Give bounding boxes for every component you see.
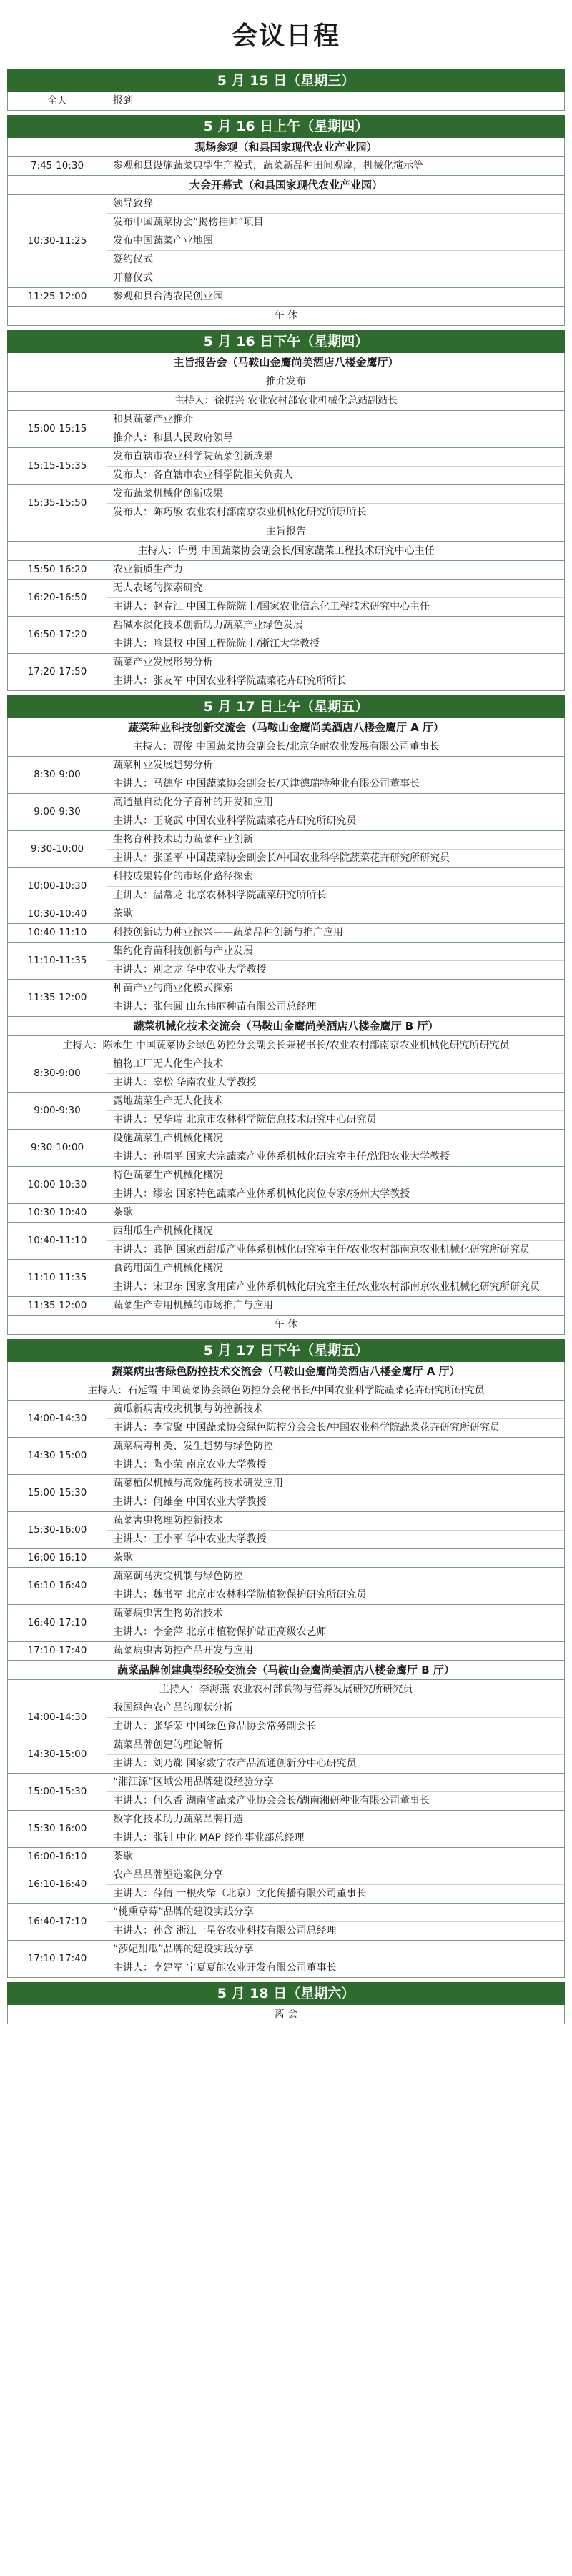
time-cell: 9:00-9:30 (8, 1093, 107, 1129)
agenda-content (107, 195, 564, 287)
schedule-row (7, 195, 565, 288)
time-cell: 14:00-14:30 (8, 1401, 107, 1437)
session-title: 蔬菜种业科技创新交流会（马鞍山金鹰尚美酒店八楼金鹰厅 A 厅） (7, 718, 565, 737)
agenda-item: 主讲人：李建军 宁夏夏能农业开发有限公司董事长 (113, 1962, 337, 1974)
agenda-item: 蔬菜品牌创建的理论解析 (107, 1736, 564, 1755)
agenda-item: 茶歇 (113, 908, 133, 920)
time-cell: 16:00-16:10 (8, 1549, 107, 1567)
agenda-content (107, 924, 564, 942)
agenda-item: 推介人：和县人民政府领导 (113, 432, 233, 444)
agenda-item: 主讲人：孙周平 国家大宗蔬菜产业体系机械化研究室主任/沈阳农业大学教授 (113, 1151, 450, 1163)
agenda-item: 发布人：各直辖市农业科学院相关负责人 (113, 469, 293, 481)
agenda-item: 主讲人：张友军 中国农业科学院蔬菜花卉研究所所长 (113, 675, 347, 687)
agenda-item: 盐碱水淡化技术创新助力蔬菜产业绿色发展 (107, 617, 564, 635)
agenda-item: 主讲人：龚艳 国家西甜瓜产业体系机械化研究室主任/农业农村部南京农业机械化研究所研究员 (113, 1244, 531, 1255)
agenda-item: 食药用菌生产机械化概况 (107, 1260, 564, 1278)
agenda-item: 主讲人：张钊 中化 MAP 经作事业部总经理 (113, 1832, 305, 1844)
subsession-title: 推介发布 (7, 372, 565, 392)
time-cell: 14:30-15:00 (8, 1438, 107, 1474)
schedule-row (7, 980, 565, 1017)
report-rows (7, 561, 565, 691)
agenda-item: 主讲人：王晓武 中国农业科学院蔬菜花卉研究所研究员 (113, 815, 357, 827)
agenda-item: 发布人：陈巧敏 农业农村部南京农业机械化研究所原所长 (113, 507, 367, 518)
agenda-item: 报到 (113, 95, 133, 106)
schedule-row (7, 1605, 565, 1642)
pest-rows (7, 1401, 565, 1661)
time-cell: 15:00-15:30 (8, 1475, 107, 1511)
time-cell: 15:00-15:15 (8, 411, 107, 447)
agenda-content (107, 1811, 564, 1847)
schedule-row (7, 617, 565, 654)
agenda-content (107, 905, 564, 923)
lunch-break: 午 休 (7, 307, 565, 326)
schedule-row (7, 757, 565, 794)
agenda-item: 主讲人：吴华瑞 北京市农林科学院信息技术研究中心研究员 (113, 1114, 377, 1125)
time-cell: 10:30-10:40 (8, 905, 107, 923)
agenda-item: 主讲人：马德华 中国蔬菜协会副会长/天津德瑞特种业有限公司董事长 (113, 778, 420, 790)
agenda-content (107, 1055, 564, 1092)
agenda-item: 主讲人：魏书军 北京市农林科学院植物保护研究所研究员 (113, 1589, 367, 1601)
agenda-item: 蔬菜蓟马灾变机制与绿色防控 (107, 1568, 564, 1586)
time-cell: 16:20-16:50 (8, 580, 107, 616)
agenda-item: “湘江源”区域公用品牌建设经验分享 (107, 1774, 564, 1792)
agenda-item: 科技创新助力种业振兴——蔬菜品种创新与推广应用 (113, 927, 343, 938)
agenda-content (107, 1568, 564, 1604)
schedule-row (7, 905, 565, 924)
agenda-item: “桃熏草莓”品牌的建设实践分享 (107, 1904, 564, 1922)
schedule-row (7, 1866, 565, 1904)
schedule-row (7, 1736, 565, 1774)
agenda-content (107, 1866, 564, 1903)
agenda-item: 主讲人：温常龙 北京农林科学院蔬菜研究所所长 (113, 890, 327, 901)
agenda-item: 蔬菜种业发展趋势分析 (107, 757, 564, 775)
session-title: 蔬菜病虫害绿色防控技术交流会（马鞍山金鹰尚美酒店八楼金鹰厅 A 厅） (7, 1362, 565, 1381)
agenda-item: 我国绿色农产品的现状分析 (107, 1699, 564, 1718)
time-cell: 14:30-15:00 (8, 1736, 107, 1773)
release-rows (7, 411, 565, 522)
agenda-content (107, 980, 564, 1016)
agenda-content (107, 288, 564, 306)
agenda-content (107, 1549, 564, 1567)
agenda-content (107, 617, 564, 653)
agenda-item: 发布蔬菜机械化创新成果 (107, 485, 564, 504)
agenda-item: 蔬菜害虫物理防控新技术 (107, 1512, 564, 1531)
agenda-item: 主讲人：何久香 湖南省蔬菜产业协会会长/湖南湘研种业有限公司董事长 (113, 1795, 430, 1806)
time-cell: 全天 (8, 92, 107, 110)
schedule-row (7, 1904, 565, 1941)
agenda-item: 设施蔬菜生产机械化概况 (107, 1130, 564, 1148)
agenda-item: 主讲人：李宝聚 中国蔬菜协会绿色防控分会会长/中国农业科学院蔬菜花卉研究所研究员 (113, 1422, 500, 1433)
day-header-may16-am: 5 月 16 日上午（星期四） (7, 115, 565, 138)
session-host: 主持人：李海燕 农业农村部食物与营养发展研究所研究员 (7, 1680, 565, 1699)
agenda-content (107, 1401, 564, 1437)
agenda-item: 主讲人：何雄奎 中国农业大学教授 (113, 1496, 267, 1508)
agenda-item: 主讲人：薛倩 一根火柴（北京）文化传播有限公司董事长 (113, 1888, 367, 1899)
agenda-content (107, 1297, 564, 1315)
agenda-item: 主讲人：赵春江 中国工程院院士/国家农业信息化工程技术研究中心主任 (113, 601, 430, 612)
agenda-content (107, 794, 564, 830)
schedule-row (7, 1512, 565, 1549)
schedule-row (7, 868, 565, 905)
agenda-item: 主讲人：王小平 华中农业大学教授 (113, 1533, 267, 1545)
schedule-row (7, 943, 565, 980)
session-host: 主持人：陈永生 中国蔬菜协会绿色防控分会副会长兼秘书长/农业农村部南京农业机械化研究所研究员 (7, 1036, 565, 1055)
agenda-content (107, 1848, 564, 1866)
opening-rows (7, 195, 565, 307)
day-header-may17-pm: 5 月 17 日下午（星期五） (7, 1339, 565, 1362)
time-cell: 16:40-17:10 (8, 1605, 107, 1641)
schedule-row (7, 561, 565, 580)
agenda-content (107, 1605, 564, 1641)
agenda-item: 蔬菜植保机械与高效施药技术研发应用 (107, 1475, 564, 1493)
agenda-item: 主讲人：别之龙 华中农业大学教授 (113, 964, 267, 975)
agenda-item: 茶歇 (113, 1207, 133, 1218)
time-cell: 10:40-11:10 (8, 1223, 107, 1259)
agenda-item: 主讲人：喻景权 中国工程院院士/浙江大学教授 (113, 638, 320, 650)
agenda-item: 发布中国蔬菜产业地图 (107, 232, 564, 251)
time-cell: 14:00-14:30 (8, 1699, 107, 1736)
agenda-content (107, 1736, 564, 1773)
agenda-content (107, 1475, 564, 1511)
session-host: 主持人：许勇 中国蔬菜协会副会长/国家蔬菜工程技术研究中心主任 (7, 542, 565, 561)
agenda-item: 主讲人：孙含 浙江一星谷农业科技有限公司总经理 (113, 1925, 337, 1936)
schedule-row (7, 157, 565, 176)
day-header-may16-pm: 5 月 16 日下午（星期四） (7, 330, 565, 353)
schedule-row (7, 1699, 565, 1736)
agenda-content (107, 1260, 564, 1296)
day-header-may18: 5 月 18 日（星期六） (7, 1982, 565, 2005)
time-cell: 10:00-10:30 (8, 868, 107, 905)
schedule-row (7, 1941, 565, 1978)
time-cell: 17:10-17:40 (8, 1642, 107, 1660)
schedule-row (7, 1475, 565, 1512)
agenda-item: 农业新质生产力 (113, 564, 183, 575)
schedule-row (7, 1438, 565, 1475)
agenda-content (107, 1774, 564, 1810)
time-cell: 17:20-17:50 (8, 654, 107, 690)
time-cell: 8:30-9:00 (8, 757, 107, 793)
time-cell: 16:00-16:10 (8, 1848, 107, 1866)
agenda-item: 主讲人：李金萍 北京市植物保护站正高级农艺师 (113, 1626, 327, 1638)
session-title: 大会开幕式（和县国家现代农业产业园） (7, 176, 565, 195)
agenda-content (107, 580, 564, 616)
time-cell: 15:50-16:20 (8, 561, 107, 579)
agenda-content (107, 1642, 564, 1660)
agenda-content (107, 831, 564, 867)
schedule-row (7, 794, 565, 831)
schedule-row (7, 92, 565, 111)
agenda-item: 主讲人：缪宏 国家特色蔬菜产业体系机械化岗位专家/扬州大学教授 (113, 1188, 410, 1200)
agenda-item: 领导致辞 (107, 195, 564, 214)
time-cell: 15:30-16:00 (8, 1512, 107, 1548)
session-title: 蔬菜品牌创建典型经验交流会（马鞍山金鹰尚美酒店八楼金鹰厅 B 厅） (7, 1661, 565, 1680)
agenda-item: 参观和县台湾农民创业园 (113, 291, 223, 302)
time-cell: 8:30-9:00 (8, 1055, 107, 1092)
schedule-row (7, 288, 565, 307)
session-host: 主持人：石延霞 中国蔬菜协会绿色防控分会秘书长/中国农业科学院蔬菜花卉研究所研究员 (7, 1381, 565, 1401)
agenda-content (107, 157, 564, 175)
schedule-row (7, 1167, 565, 1204)
agenda-content (107, 561, 564, 579)
agenda-content (107, 943, 564, 979)
agenda-item: 发布中国蔬菜协会“揭榜挂帅”项目 (107, 214, 564, 232)
time-cell: 11:10-11:35 (8, 943, 107, 979)
agenda-item: 生物育种技术助力蔬菜种业创新 (107, 831, 564, 850)
time-cell: 11:35-12:00 (8, 1297, 107, 1315)
agenda-item: 主讲人：宋卫东 国家食用菌产业体系机械化研究室主任/农业农村部南京农业机械化研究所研究员 (113, 1281, 541, 1293)
time-cell: 10:40-11:10 (8, 924, 107, 942)
session-title: 蔬菜机械化技术交流会（马鞍山金鹰尚美酒店八楼金鹰厅 B 厅） (7, 1017, 565, 1036)
time-cell: 16:50-17:20 (8, 617, 107, 653)
agenda-content (107, 1512, 564, 1548)
schedule-row (7, 1568, 565, 1605)
agenda-item: 主讲人：刘乃郗 国家数字农产品流通创新分中心研究员 (113, 1758, 357, 1769)
schedule-row (7, 654, 565, 691)
agenda-item: 农产品品牌塑造案例分享 (107, 1866, 564, 1885)
time-cell: 10:30-10:40 (8, 1204, 107, 1222)
agenda-content (107, 1167, 564, 1203)
time-cell: 10:00-10:30 (8, 1167, 107, 1203)
agenda-item: 西甜瓜生产机械化概况 (107, 1223, 564, 1241)
time-cell: 11:10-11:35 (8, 1260, 107, 1296)
time-cell: 10:30-11:25 (8, 195, 107, 287)
agenda-item: 种苗产业的商业化模式探索 (107, 980, 564, 998)
agenda-item: 特色蔬菜生产机械化概况 (107, 1167, 564, 1185)
agenda-content (107, 1130, 564, 1166)
agenda-item: 参观和县设施蔬菜典型生产模式，蔬菜新品种田间观摩，机械化演示等 (113, 160, 423, 171)
agenda-content (107, 1699, 564, 1736)
agenda-item: 主讲人：张圣平 中国蔬菜协会副会长/中国农业科学院蔬菜花卉研究所研究员 (113, 852, 450, 864)
agenda-item: 高通量自动化分子育种的开发和应用 (107, 794, 564, 812)
time-cell: 16:10-16:40 (8, 1568, 107, 1604)
agenda-item: 茶歇 (113, 1851, 133, 1862)
schedule-row (7, 448, 565, 485)
schedule-row (7, 1223, 565, 1260)
agenda-item: 植物工厂无人化生产技术 (107, 1055, 564, 1074)
page-title: 会议日程 (231, 21, 340, 51)
session-title: 主旨报告会（马鞍山金鹰尚美酒店八楼金鹰厅） (7, 353, 565, 372)
agenda-item: 集约化育苗科技创新与产业发展 (107, 943, 564, 961)
schedule-row (7, 1093, 565, 1130)
time-cell: 16:10-16:40 (8, 1866, 107, 1903)
agenda-item: 露地蔬菜生产无人化技术 (107, 1093, 564, 1111)
time-cell: 17:10-17:40 (8, 1941, 107, 1977)
session-host: 主持人：徐振兴 农业农村部农业机械化总站副站长 (7, 392, 565, 411)
time-cell: 9:30-10:00 (8, 1130, 107, 1166)
time-cell: 15:30-16:00 (8, 1811, 107, 1847)
agenda-item: 无人农场的探索研究 (107, 580, 564, 598)
schedule-row (7, 1297, 565, 1316)
agenda-item: 数字化技术助力蔬菜品牌打造 (107, 1811, 564, 1829)
time-cell: 11:25-12:00 (8, 288, 107, 306)
agenda-item: 开幕仪式 (113, 272, 153, 284)
schedule-row (7, 580, 565, 617)
agenda-item: 蔬菜病毒种类、发生趋势与绿色防控 (107, 1438, 564, 1456)
agenda-item: 蔬菜生产专用机械的市场推广与应用 (113, 1300, 273, 1311)
time-cell: 9:30-10:00 (8, 831, 107, 867)
agenda-content (107, 485, 564, 522)
seed-rows (7, 757, 565, 1017)
schedule-row (7, 411, 565, 448)
schedule-row (7, 1055, 565, 1093)
agenda-content (107, 757, 564, 793)
time-cell: 15:15-15:35 (8, 448, 107, 484)
schedule-row (7, 1549, 565, 1568)
session-host: 主持人：贾俊 中国蔬菜协会副会长/北京华耐农业发展有限公司董事长 (7, 737, 565, 757)
agenda-item: 茶歇 (113, 1552, 133, 1563)
agenda-content (107, 1093, 564, 1129)
schedule-row (7, 1642, 565, 1661)
schedule-row (7, 1260, 565, 1297)
departure: 离 会 (7, 2005, 565, 2024)
schedule-row (7, 1130, 565, 1167)
agenda-content (107, 1904, 564, 1940)
lunch-break: 午 休 (7, 1316, 565, 1335)
agenda-item: 蔬菜病虫害生物防治技术 (107, 1605, 564, 1623)
agenda-item: 主讲人：张华荣 中国绿色食品协会常务副会长 (113, 1721, 317, 1732)
time-cell: 16:40-17:10 (8, 1904, 107, 1940)
schedule-row (7, 831, 565, 868)
brand-rows (7, 1699, 565, 1978)
agenda-content (107, 1223, 564, 1259)
schedule-row (7, 1401, 565, 1438)
agenda-item: 发布直辖市农业科学院蔬菜创新成果 (107, 448, 564, 467)
agenda-item: 蔬菜病虫害防控产品开发与应用 (113, 1645, 253, 1656)
time-cell: 15:00-15:30 (8, 1774, 107, 1810)
agenda-content (107, 1204, 564, 1222)
subsession-title: 主旨报告 (7, 522, 565, 542)
agenda-content (107, 411, 564, 447)
agenda-item: 主讲人：陶小荣 南京农业大学教授 (113, 1459, 267, 1471)
day-header-may15: 5 月 15 日（星期三） (7, 69, 565, 92)
agenda-item: 主讲人：张伟圆 山东伟丽种苗有限公司总经理 (113, 1001, 317, 1013)
mech-rows (7, 1055, 565, 1316)
time-cell: 9:00-9:30 (8, 794, 107, 830)
agenda-item: 蔬菜产业发展形势分析 (107, 654, 564, 672)
schedule-row (7, 1848, 565, 1866)
agenda-item: 签约仪式 (107, 251, 564, 269)
agenda-item: 和县蔬菜产业推介 (107, 411, 564, 429)
time-cell: 7:45-10:30 (8, 157, 107, 175)
schedule-row (7, 924, 565, 943)
agenda-item: 主讲人：辜松 华南农业大学教授 (113, 1077, 257, 1088)
time-cell: 11:35-12:00 (8, 980, 107, 1016)
agenda-content (107, 448, 564, 484)
schedule-row (7, 1811, 565, 1848)
agenda-content (107, 1941, 564, 1977)
session-title: 现场参观（和县国家现代农业产业园） (7, 138, 565, 157)
agenda-content (107, 868, 564, 905)
agenda-content (107, 1438, 564, 1474)
day-header-may17-am: 5 月 17 日上午（星期五） (7, 695, 565, 718)
schedule-row (7, 1774, 565, 1811)
visit-rows (7, 157, 565, 176)
time-cell: 15:35-15:50 (8, 485, 107, 522)
agenda-content (107, 654, 564, 690)
schedule-row (7, 485, 565, 522)
agenda-item: 科技成果转化的市场化路径探索 (107, 868, 564, 887)
agenda-item: “莎妃甜瓜”品牌的建设实践分享 (107, 1941, 564, 1959)
agenda-item: 黄瓜新病害成灾机制与防控新技术 (107, 1401, 564, 1419)
schedule-row (7, 1204, 565, 1223)
